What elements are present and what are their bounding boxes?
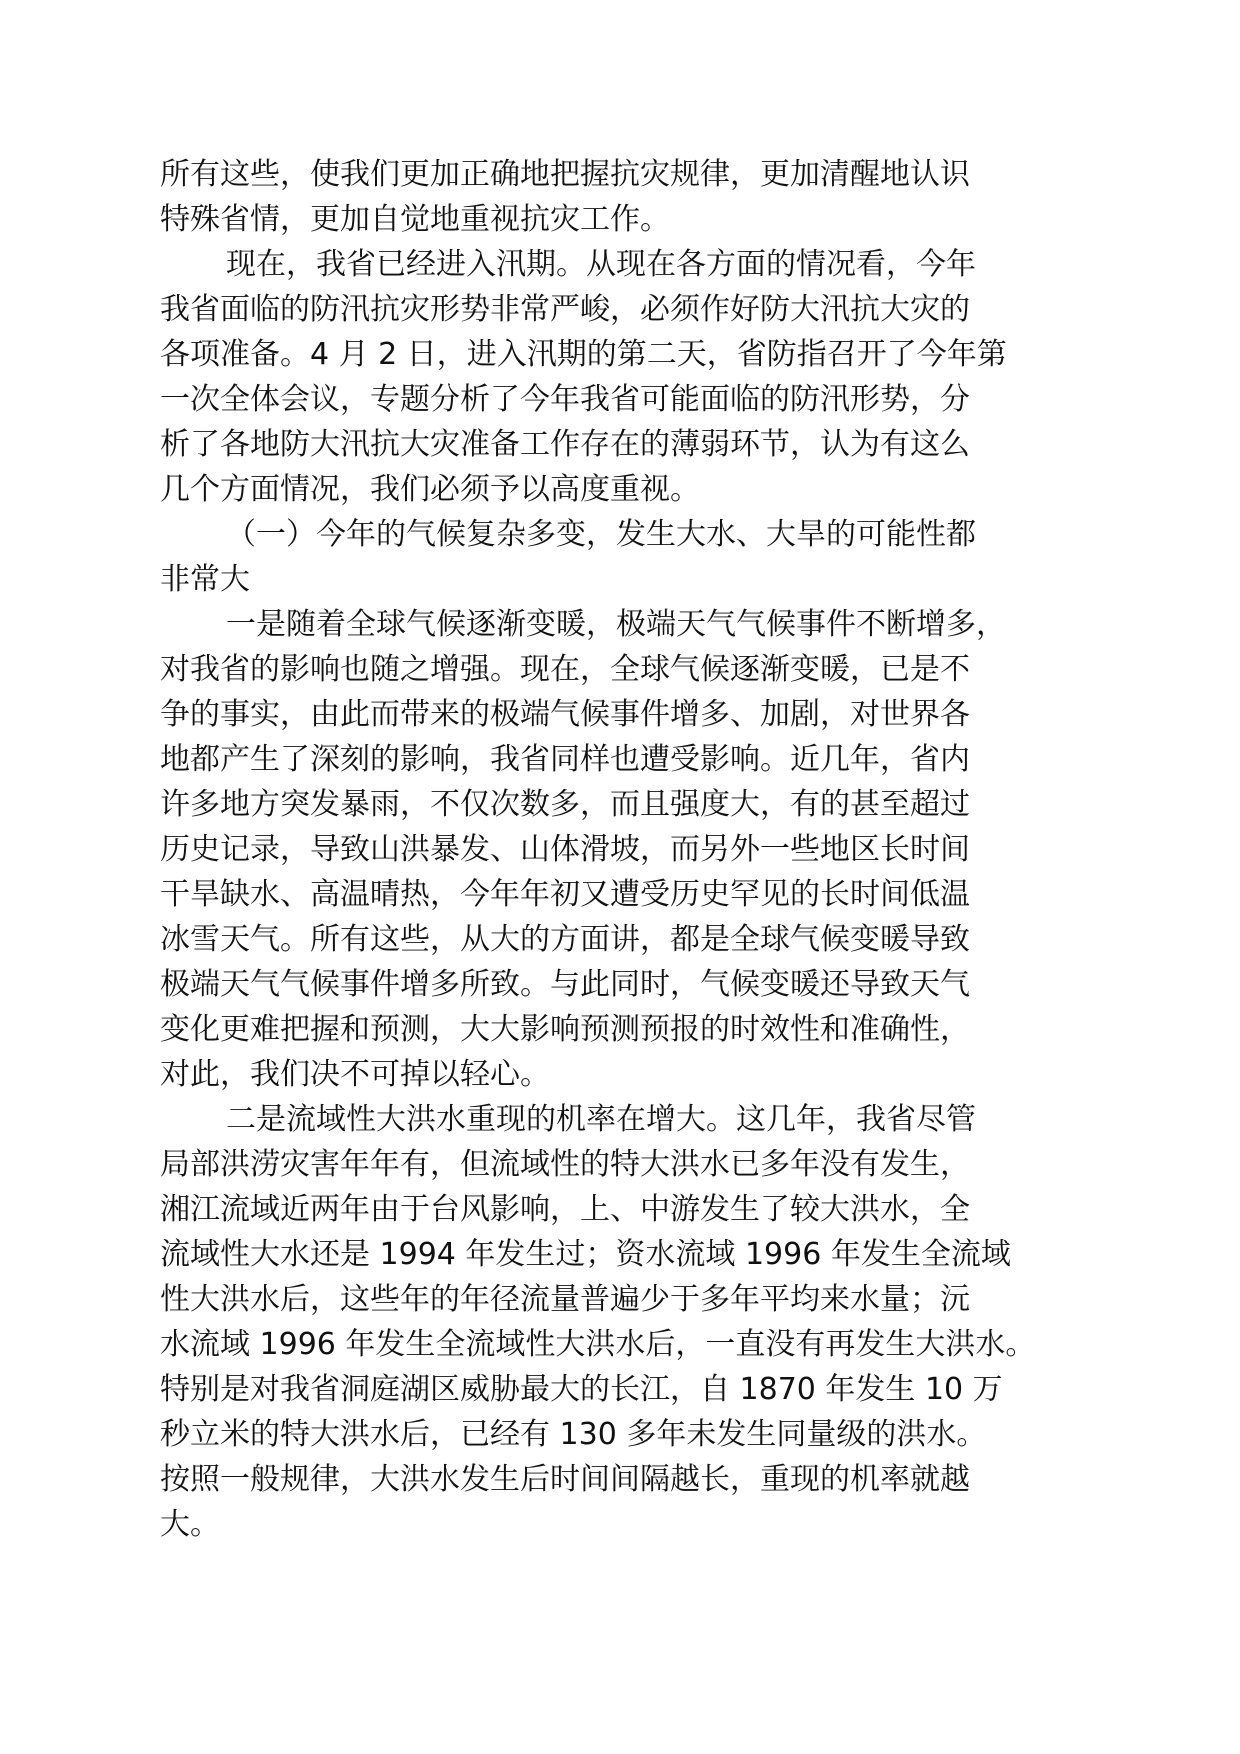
document-page xyxy=(160,152,1110,1547)
text-line: 局部洪涝灾害年年有，但流域性的特大洪水已多年没有发生， xyxy=(160,1147,970,1182)
text-line: 冰雪天气。所有这些，从大的方面讲，都是全球气候变暖导致 xyxy=(160,922,970,957)
text-line: 我省面临的防汛抗灾形势非常严峻，必须作好防大汛抗大灾的 xyxy=(160,292,970,327)
text-line: 二是流域性大洪水重现的机率在增大。这几年，我省尽管 xyxy=(226,1102,976,1137)
text-line: 特殊省情，更加自觉地重视抗灾工作。 xyxy=(160,202,670,237)
text-line: 各项准备。4 月 2 日，进入汛期的第二天，省防指召开了今年第 xyxy=(160,337,1007,372)
text-line: 一次全体会议，专题分析了今年我省可能面临的防汛形势，分 xyxy=(160,382,970,417)
text-line: 干旱缺水、高温晴热，今年年初又遭受历史罕见的长时间低温 xyxy=(160,877,970,912)
text-line: 现在，我省已经进入汛期。从现在各方面的情况看，今年 xyxy=(226,247,976,282)
text-line: 水流域 1996 年发生全流域性大洪水后，一直没有再发生大洪水。 xyxy=(160,1327,1036,1362)
text-line: 非常大 xyxy=(160,562,250,597)
text-line: 对我省的影响也随之增强。现在，全球气候逐渐变暖，已是不 xyxy=(160,652,970,687)
text-line: 许多地方突发暴雨，不仅次数多，而且强度大，有的甚至超过 xyxy=(160,787,970,822)
text-line: 历史记录，导致山洪暴发、山体滑坡，而另外一些地区长时间 xyxy=(160,832,970,867)
text-line: 特别是对我省洞庭湖区威胁最大的长江，自 1870 年发生 10 万 xyxy=(160,1372,1003,1407)
text-line: （一）今年的气候复杂多变，发生大水、大旱的可能性都 xyxy=(226,517,976,552)
text-line: 一是随着全球气候逐渐变暖，极端天气气候事件不断增多， xyxy=(226,607,1006,642)
text-line: 流域性大水还是 1994 年发生过；资水流域 1996 年发生全流域 xyxy=(160,1237,1011,1272)
text-line: 大。 xyxy=(160,1507,220,1542)
text-line: 变化更难把握和预测，大大影响预测预报的时效性和准确性， xyxy=(160,1012,970,1047)
text-line: 几个方面情况，我们必须予以高度重视。 xyxy=(160,472,700,507)
document-body xyxy=(160,152,1110,1547)
text-line: 极端天气气候事件增多所致。与此同时，气候变暖还导致天气 xyxy=(160,967,970,1002)
text-line: 争的事实，由此而带来的极端气候事件增多、加剧，对世界各 xyxy=(160,697,970,732)
text-line: 对此，我们决不可掉以轻心。 xyxy=(160,1057,550,1092)
text-line: 秒立米的特大洪水后，已经有 130 多年未发生同量级的洪水。 xyxy=(160,1417,987,1452)
text-line: 性大洪水后，这些年的年径流量普遍少于多年平均来水量；沅 xyxy=(160,1282,970,1317)
text-line: 湘江流域近两年由于台风影响，上、中游发生了较大洪水，全 xyxy=(160,1192,970,1227)
text-line: 按照一般规律，大洪水发生后时间间隔越长，重现的机率就越 xyxy=(160,1462,970,1497)
text-line: 地都产生了深刻的影响，我省同样也遭受影响。近几年，省内 xyxy=(160,742,970,777)
text-line: 析了各地防大汛抗大灾准备工作存在的薄弱环节，认为有这么 xyxy=(160,427,970,462)
text-line: 所有这些，使我们更加正确地把握抗灾规律，更加清醒地认识 xyxy=(160,157,970,192)
